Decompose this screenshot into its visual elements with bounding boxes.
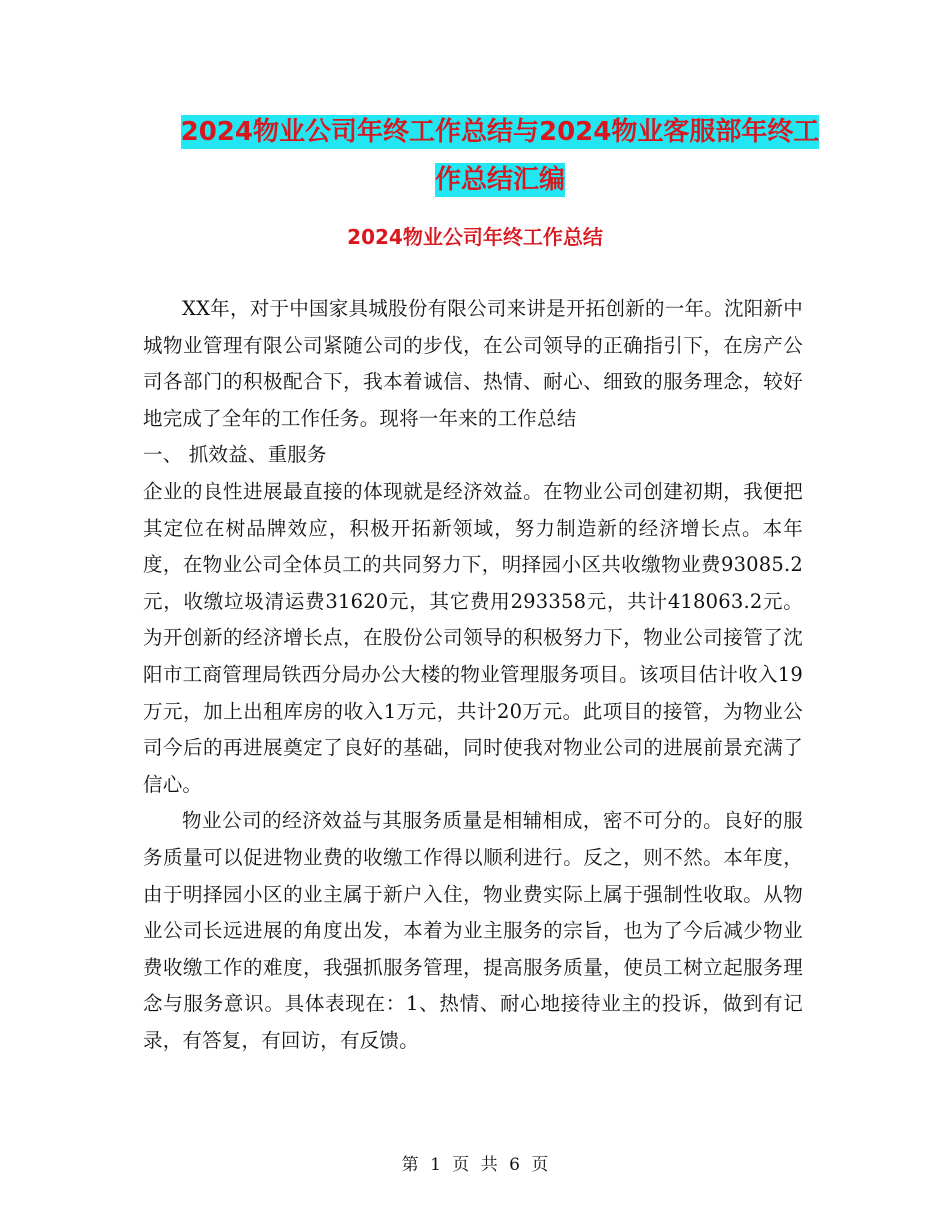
document-title-line-1: 2024物业公司年终工作总结与2024物业客服部年终工 (180, 117, 820, 147)
paragraph-intro: XX年，对于中国家具城股份有限公司来讲是开拓创新的一年。沈阳新中城物业管理有限公司紧随公司的步伐，在公司领导的正确指引下，在房产公司各部门的积极配合下，我本着诚信、热情、耐心、细致的服务理念，较好地完成了全年的工作任务。现将一年来的工作总结 (143, 297, 803, 430)
paragraph-efficiency: 企业的良性进展最直接的体现就是经济效益。在物业公司创建初期，我便把其定位在树品牌效应，积极开拓新领域，努力制造新的经济增长点。本年度，在物业公司全体员工的共同努力下，明择园小区共收缴物业费93085.2元，收缴垃圾清运费31620元，其它费用293358元，共计418063.2元。为开创新的经济增长点，在股份公司领导的积极努力下，物业公司接管了沈阳市工商管理局铁西分局办公大楼的物业管理服务项目。该项目估计收入19万元，加上出租库房的收入1万元，共计20万元。此项目的接管，为物业公司今后的再进展奠定了良好的基础，同时使我对物业公司的进展前景充满了信心。 (143, 479, 803, 796)
page-number-footer: 第 1 页 共 6 页 (401, 1155, 549, 1175)
document-title-line-2: 作总结汇编 (434, 165, 565, 195)
document-body (143, 291, 803, 1059)
section-heading-1: 一、 抓效益、重服务 (143, 443, 327, 467)
document-title (150, 108, 850, 204)
paragraph-service-quality: 物业公司的经济效益与其服务质量是相辅相成，密不可分的。良好的服务质量可以促进物业费的收缴工作得以顺利进行。反之，则不然。本年度，由于明择园小区的业主属于新户入住，物业费实际上属于强制性收取。从物业公司长远进展的角度出发，本着为业主服务的宗旨，也为了今后减少物业费收缴工作的难度，我强抓服务管理，提高服务质量，使员工树立起服务理念与服务意识。具体表现在：1、热情、耐心地接待业主的投诉，做到有记录，有答复，有回访，有反馈。 (143, 809, 803, 1052)
section-title: 2024物业公司年终工作总结 (347, 225, 603, 249)
